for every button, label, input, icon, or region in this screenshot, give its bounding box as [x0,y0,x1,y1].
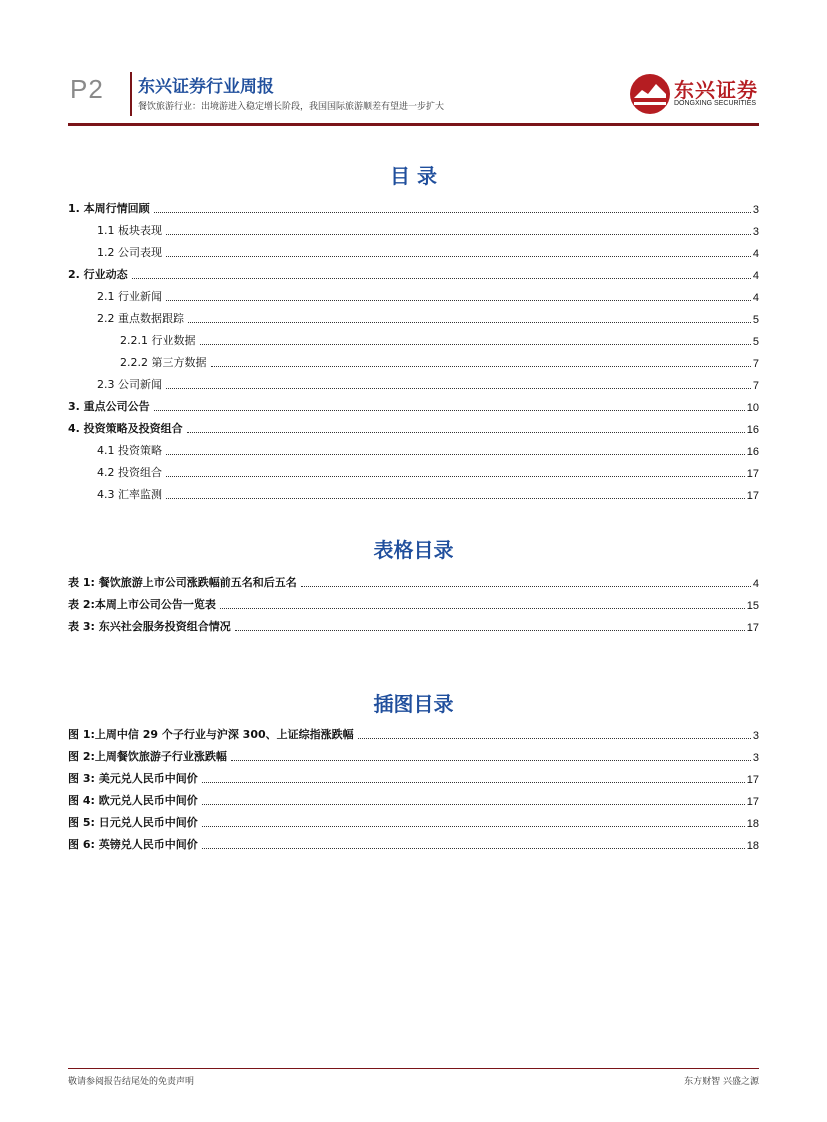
toc-entry-page: 4 [752,270,759,282]
leader-dots [202,847,745,849]
toc-entry-label: 1.1 板块表现 [97,224,162,237]
figure-entry-page: 17 [746,796,759,808]
figure-entry[interactable] [68,720,759,742]
header-rule [68,123,759,126]
toc-entry-page: 3 [752,204,759,216]
toc-entry-label: 4.1 投资策略 [97,444,162,457]
toc-entry[interactable] [68,392,759,414]
toc-title: 目 录 [390,164,437,188]
figure-entry[interactable] [68,786,759,808]
toc-entry-page: 5 [752,314,759,326]
figure-entry-page: 3 [752,730,759,742]
leader-dots [166,453,745,455]
toc-entry-label: 2. 行业动态 [68,268,128,281]
toc-entry[interactable] [68,282,759,304]
toc-entry-label: 2.3 公司新闻 [97,378,162,391]
figure-entry-page: 18 [746,818,759,830]
toc-entry-page: 10 [746,402,759,414]
toc-entry[interactable] [68,414,759,436]
leader-dots [202,803,745,805]
table-entry-page: 15 [746,600,759,612]
toc-entry[interactable] [68,238,759,260]
toc-entry[interactable] [68,348,759,370]
toc-entry[interactable] [68,194,759,216]
toc-entry[interactable] [68,304,759,326]
leader-dots [211,365,751,367]
leader-dots [166,255,751,257]
toc-entry-page: 16 [746,424,759,436]
report-subtitle: 餐饮旅游行业：出境游进入稳定增长阶段，我国国际旅游顺差有望进一步扩大 [138,102,445,112]
table-entry[interactable] [68,612,759,634]
toc-entry-label: 2.2.2 第三方数据 [120,356,207,369]
leader-dots [187,431,745,433]
toc-entry-page: 7 [752,358,759,370]
toc-entry-label: 1.2 公司表现 [97,246,162,259]
leader-dots [166,497,745,499]
toc-entry[interactable] [68,260,759,282]
leader-dots [301,585,751,587]
toc-list [68,194,759,502]
table-entry-page: 17 [746,622,759,634]
tables-title: 表格目录 [373,538,454,562]
figure-entry-label: 图 4: 欧元兑人民币中间价 [68,794,198,807]
tables-list [68,568,759,634]
leader-dots [202,781,745,783]
figure-entry[interactable] [68,742,759,764]
toc-entry-label: 2.2.1 行业数据 [120,334,196,347]
page-number: P2 [70,74,104,104]
leader-dots [166,387,751,389]
leader-dots [188,321,751,323]
table-entry-label: 表 2:本周上市公司公告一览表 [68,598,216,611]
table-entry[interactable] [68,590,759,612]
toc-entry[interactable] [68,480,759,502]
toc-entry[interactable] [68,458,759,480]
leader-dots [231,759,751,761]
table-entry-page: 4 [752,578,759,590]
figure-entry-page: 3 [752,752,759,764]
figure-entry-page: 17 [746,774,759,786]
figure-entry-label: 图 1:上周中信 29 个子行业与沪深 300、上证综指涨跌幅 [68,728,354,741]
toc-entry[interactable] [68,326,759,348]
toc-entry-label: 4. 投资策略及投资组合 [68,422,183,435]
toc-entry-page: 3 [752,226,759,238]
table-entry-label: 表 3: 东兴社会服务投资组合情况 [68,620,231,633]
leader-dots [200,343,751,345]
figures-list [68,720,759,852]
toc-entry-page: 17 [746,468,759,480]
toc-entry-page: 4 [752,292,759,304]
leader-dots [132,277,751,279]
toc-entry-label: 1. 本周行情回顾 [68,202,150,215]
toc-entry-page: 16 [746,446,759,458]
logo-text-zh: 东兴证券 [674,78,758,102]
logo-text-en: DONGXING SECURITIES [674,100,757,107]
figure-entry[interactable] [68,808,759,830]
leader-dots [154,409,745,411]
toc-entry-label: 2.2 重点数据跟踪 [97,312,184,325]
leader-dots [166,299,751,301]
toc-entry-page: 4 [752,248,759,260]
table-entry-label: 表 1: 餐饮旅游上市公司涨跌幅前五名和后五名 [68,576,297,589]
toc-entry-page: 17 [746,490,759,502]
leader-dots [166,475,745,477]
footer-rule [68,1068,759,1069]
toc-entry[interactable] [68,216,759,238]
leader-dots [202,825,745,827]
figure-entry-label: 图 3: 美元兑人民币中间价 [68,772,198,785]
toc-entry[interactable] [68,370,759,392]
toc-entry-label: 4.2 投资组合 [97,466,162,479]
toc-entry-label: 4.3 汇率监测 [97,488,162,501]
figure-entry[interactable] [68,764,759,786]
figure-entry-page: 18 [746,840,759,852]
leader-dots [358,737,751,739]
toc-entry-label: 2.1 行业新闻 [97,290,162,303]
header-divider [130,72,132,116]
company-logo [628,70,758,118]
toc-entry-page: 7 [752,380,759,392]
figures-title: 插图目录 [373,692,454,716]
leader-dots [235,629,745,631]
footer-slogan: 东方财智 兴盛之源 [684,1077,759,1087]
toc-entry[interactable] [68,436,759,458]
toc-entry-label: 3. 重点公司公告 [68,400,150,413]
toc-entry-page: 5 [752,336,759,348]
figure-entry-label: 图 5: 日元兑人民币中间价 [68,816,198,829]
figure-entry[interactable] [68,830,759,852]
leader-dots [154,211,751,213]
leader-dots [220,607,745,609]
logo-mark-icon [628,72,672,116]
figure-entry-label: 图 2:上周餐饮旅游子行业涨跌幅 [68,750,227,763]
table-entry[interactable] [68,568,759,590]
figure-entry-label: 图 6: 英镑兑人民币中间价 [68,838,198,851]
footer-disclaimer: 敬请参阅报告结尾处的免责声明 [68,1077,195,1087]
report-title: 东兴证券行业周报 [138,77,274,97]
leader-dots [166,233,751,235]
